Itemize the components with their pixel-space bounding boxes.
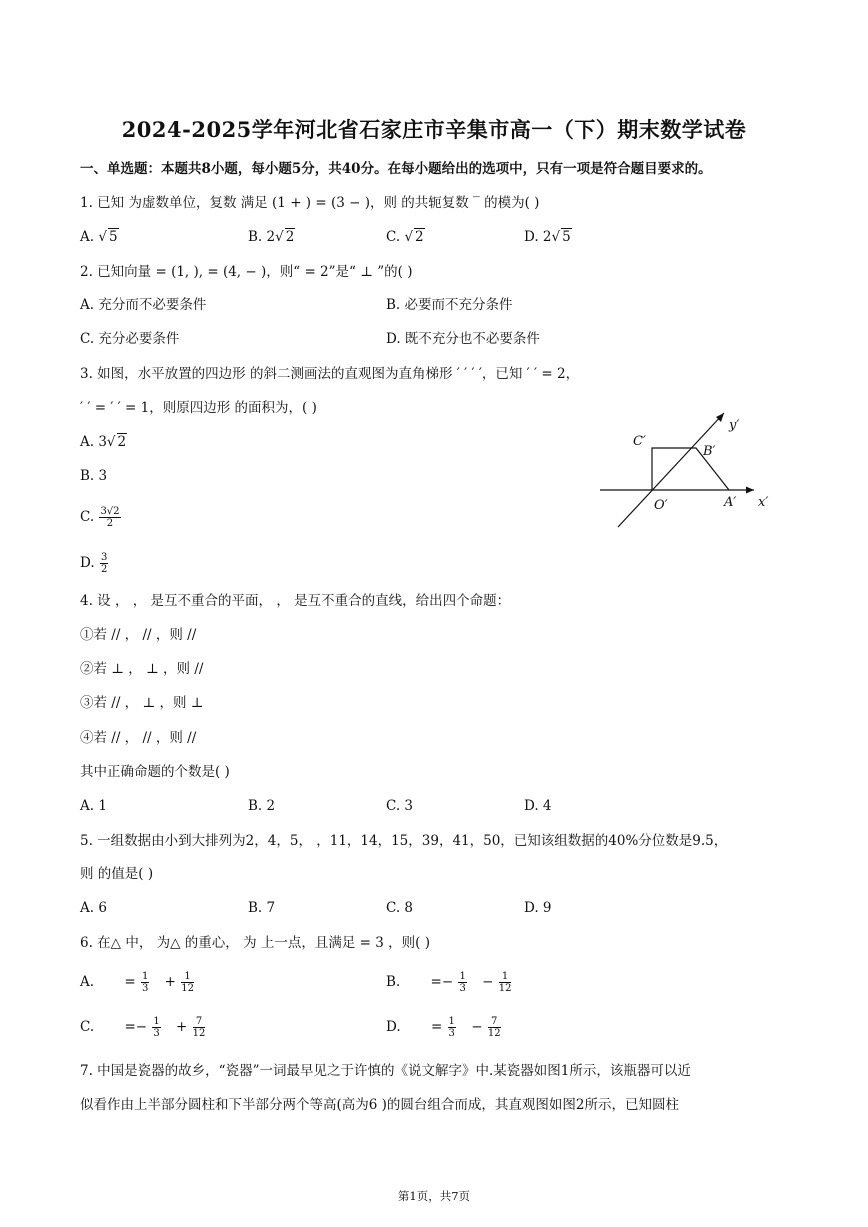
fraction-denominator: 12 <box>192 1028 206 1039</box>
fraction-numerator: 3√2 <box>100 506 120 517</box>
question-7-stem-line2: 似看作由上半部分圆柱和下半部分两个等高(高为6 )的圆台组合而成，其直观图如图2所示，已知圆柱 <box>80 1097 680 1113</box>
q6-option-d[interactable] <box>386 1016 502 1039</box>
q3-option-a-label: A. 3 <box>80 434 107 450</box>
sqrt-sign: √ <box>275 229 284 245</box>
label-c-prime: C′ <box>633 434 646 449</box>
sqrt-radicand: 2 <box>415 229 424 245</box>
page-title: 2024-2025学年河北省石家庄市辛集市高一（下）期末数学试卷 <box>121 117 747 142</box>
q5-option-a[interactable]: A. 6 <box>80 900 107 916</box>
fraction <box>458 971 466 994</box>
q3-option-d[interactable] <box>80 552 109 575</box>
q6-option-b[interactable] <box>386 971 512 994</box>
fraction-numerator: 1 <box>141 971 149 982</box>
q4-proposition-3: ③若 // ， ⊥ ，则 ⊥ <box>80 695 204 711</box>
fraction <box>141 971 149 994</box>
fraction <box>181 971 194 994</box>
q5-option-b[interactable]: B. 7 <box>248 900 276 916</box>
sqrt-sign: √ <box>551 229 561 245</box>
q6-option-d-label: D. <box>386 1019 401 1035</box>
x-axis-arrow-icon <box>746 487 754 494</box>
q5-option-c[interactable]: C. 8 <box>386 900 414 916</box>
q3-option-b[interactable]: B. 3 <box>80 468 108 484</box>
question-2-stem: 2. 已知向量 = (1, ), = (4, − )，则“ = 2”是“ ⊥ ”的( ) <box>80 264 413 280</box>
trapezoid-outline <box>652 448 729 490</box>
fraction <box>100 552 108 575</box>
equals-sign: = <box>430 1019 443 1035</box>
sqrt-radicand: 2 <box>117 434 127 450</box>
fraction-numerator: 7 <box>193 1016 206 1028</box>
fraction <box>448 1016 456 1039</box>
label-y-prime: y′ <box>729 418 740 433</box>
q2-option-c[interactable]: C. 充分必要条件 <box>80 331 180 347</box>
sqrt-radicand: 5 <box>562 229 571 245</box>
fraction-denominator: 2 <box>106 518 114 529</box>
q1-option-b[interactable] <box>248 228 295 246</box>
fraction-numerator: 1 <box>499 971 512 983</box>
fraction <box>152 1016 160 1039</box>
operator: + <box>176 1019 188 1035</box>
q2-option-a[interactable]: A. 充分而不必要条件 <box>80 297 207 313</box>
fraction-denominator: 3 <box>459 983 466 994</box>
q1-option-a[interactable] <box>80 228 119 246</box>
question-5-stem-line2: 则 的值是( ) <box>80 866 154 882</box>
q1-option-c-label: C. <box>386 229 401 245</box>
q1-option-a-label: A. <box>80 229 95 245</box>
question-1-stem: 1. 已知 为虚数单位，复数 满足 (1 + ) = (3 − )，则 的共轭复数 ‾ 的模为( ) <box>80 195 540 211</box>
q3-option-a[interactable] <box>80 433 127 451</box>
question-3-stem-line1: 3. 如图，水平放置的四边形 的斜二测画法的直观图为直角梯形 ′ ′ ′ ′，已知 ′ ′ = 2， <box>80 366 580 382</box>
sqrt-sign: √ <box>98 229 107 245</box>
fraction-denominator: 3 <box>448 1028 455 1039</box>
fraction-denominator: 12 <box>498 983 512 994</box>
q2-option-b[interactable]: B. 必要而不充分条件 <box>386 297 513 313</box>
q4-question: 其中正确命题的个数是( ) <box>80 764 230 780</box>
sqrt-sign: √ <box>404 229 414 245</box>
operator: − <box>471 1019 483 1035</box>
sqrt-radicand: 5 <box>108 229 118 245</box>
label-b-prime: B′ <box>703 444 716 459</box>
sqrt-sign: √ <box>106 434 116 450</box>
fraction-numerator: 1 <box>153 1016 160 1027</box>
q4-proposition-2: ②若 ⊥ ， ⊥ ，则 // <box>80 661 204 677</box>
q4-option-d[interactable]: D. 4 <box>524 798 552 814</box>
fraction-denominator: 2 <box>100 564 108 575</box>
question-3-stem-line2: ′ ′ = ′ ′ = 1，则原四边形 的面积为，( ) <box>80 400 317 416</box>
fraction <box>488 1016 501 1039</box>
label-o-prime: O′ <box>654 498 668 513</box>
q6-option-a-label: A. <box>80 974 95 990</box>
q5-option-d[interactable]: D. 9 <box>524 900 552 916</box>
fraction-numerator: 1 <box>181 971 194 983</box>
q6-option-b-label: B. <box>386 974 401 990</box>
q1-option-d-label: D. 2 <box>524 229 552 245</box>
operator: − <box>482 974 494 990</box>
fraction-numerator: 1 <box>448 1016 455 1027</box>
q4-option-b[interactable]: B. 2 <box>248 798 276 814</box>
equals-sign: =− <box>124 1019 148 1035</box>
fraction-numerator: 1 <box>459 971 466 982</box>
q1-option-d[interactable] <box>524 228 572 246</box>
q3-option-c[interactable] <box>80 506 122 529</box>
q6-option-c[interactable] <box>80 1016 206 1039</box>
fraction-denominator: 3 <box>141 983 149 994</box>
question-5-stem-line1: 5. 一组数据由小到大排列为2，4，5， ，11，14，15，39，41，50，已知该组数据的40%分位数是9.5， <box>80 833 728 849</box>
q4-option-a[interactable]: A. 1 <box>80 798 107 814</box>
label-a-prime: A′ <box>724 495 737 510</box>
fraction-denominator: 12 <box>181 983 194 994</box>
label-x-prime: x′ <box>758 495 769 510</box>
fraction <box>193 1016 206 1039</box>
question-7-stem-line1: 7. 中国是瓷器的故乡，“瓷器”一词最早见之于许慎的《说文解字》中.某瓷器如图1所示，该瓶器可以近 <box>80 1063 691 1079</box>
q6-option-a[interactable] <box>80 971 195 994</box>
equals-sign: =− <box>430 974 454 990</box>
q2-option-d[interactable]: D. 既不充分也不必要条件 <box>386 331 540 347</box>
fraction-denominator: 3 <box>153 1028 160 1039</box>
page-footer: 第1页，共7页 <box>397 1189 471 1203</box>
q3-option-d-label: D. <box>80 555 95 571</box>
q1-option-b-label: B. 2 <box>248 229 276 245</box>
fraction-numerator: 7 <box>488 1016 501 1028</box>
question-6-stem: 6. 在△ 中， 为△ 的重心， 为 上一点，且满足 = 3 ，则( ) <box>80 935 430 951</box>
fraction <box>99 506 120 529</box>
question-4-stem: 4. 设 ， ， 是互不重合的平面， ， 是互不重合的直线，给出四个命题： <box>80 593 511 609</box>
operator: + <box>164 974 176 990</box>
q6-option-c-label: C. <box>80 1019 95 1035</box>
q4-proposition-1: ①若 // ， // ，则 // <box>80 627 197 643</box>
q4-proposition-4: ④若 // ， // ，则 // <box>80 730 197 746</box>
fraction <box>499 971 512 994</box>
fraction-denominator: 12 <box>487 1028 501 1039</box>
trapezoid-figure <box>596 405 786 535</box>
sqrt-radicand: 2 <box>285 229 295 245</box>
q1-option-c[interactable] <box>386 228 425 246</box>
q3-option-c-label: C. <box>80 509 95 525</box>
equals-sign: = <box>124 974 136 990</box>
y-axis <box>618 413 724 527</box>
section-heading: 一、单选题：本题共8小题，每小题5分，共40分。在每小题给出的选项中，只有一项是符合题目要求的。 <box>80 161 712 177</box>
fraction-numerator: 3 <box>100 552 108 563</box>
q4-option-c[interactable]: C. 3 <box>386 798 414 814</box>
